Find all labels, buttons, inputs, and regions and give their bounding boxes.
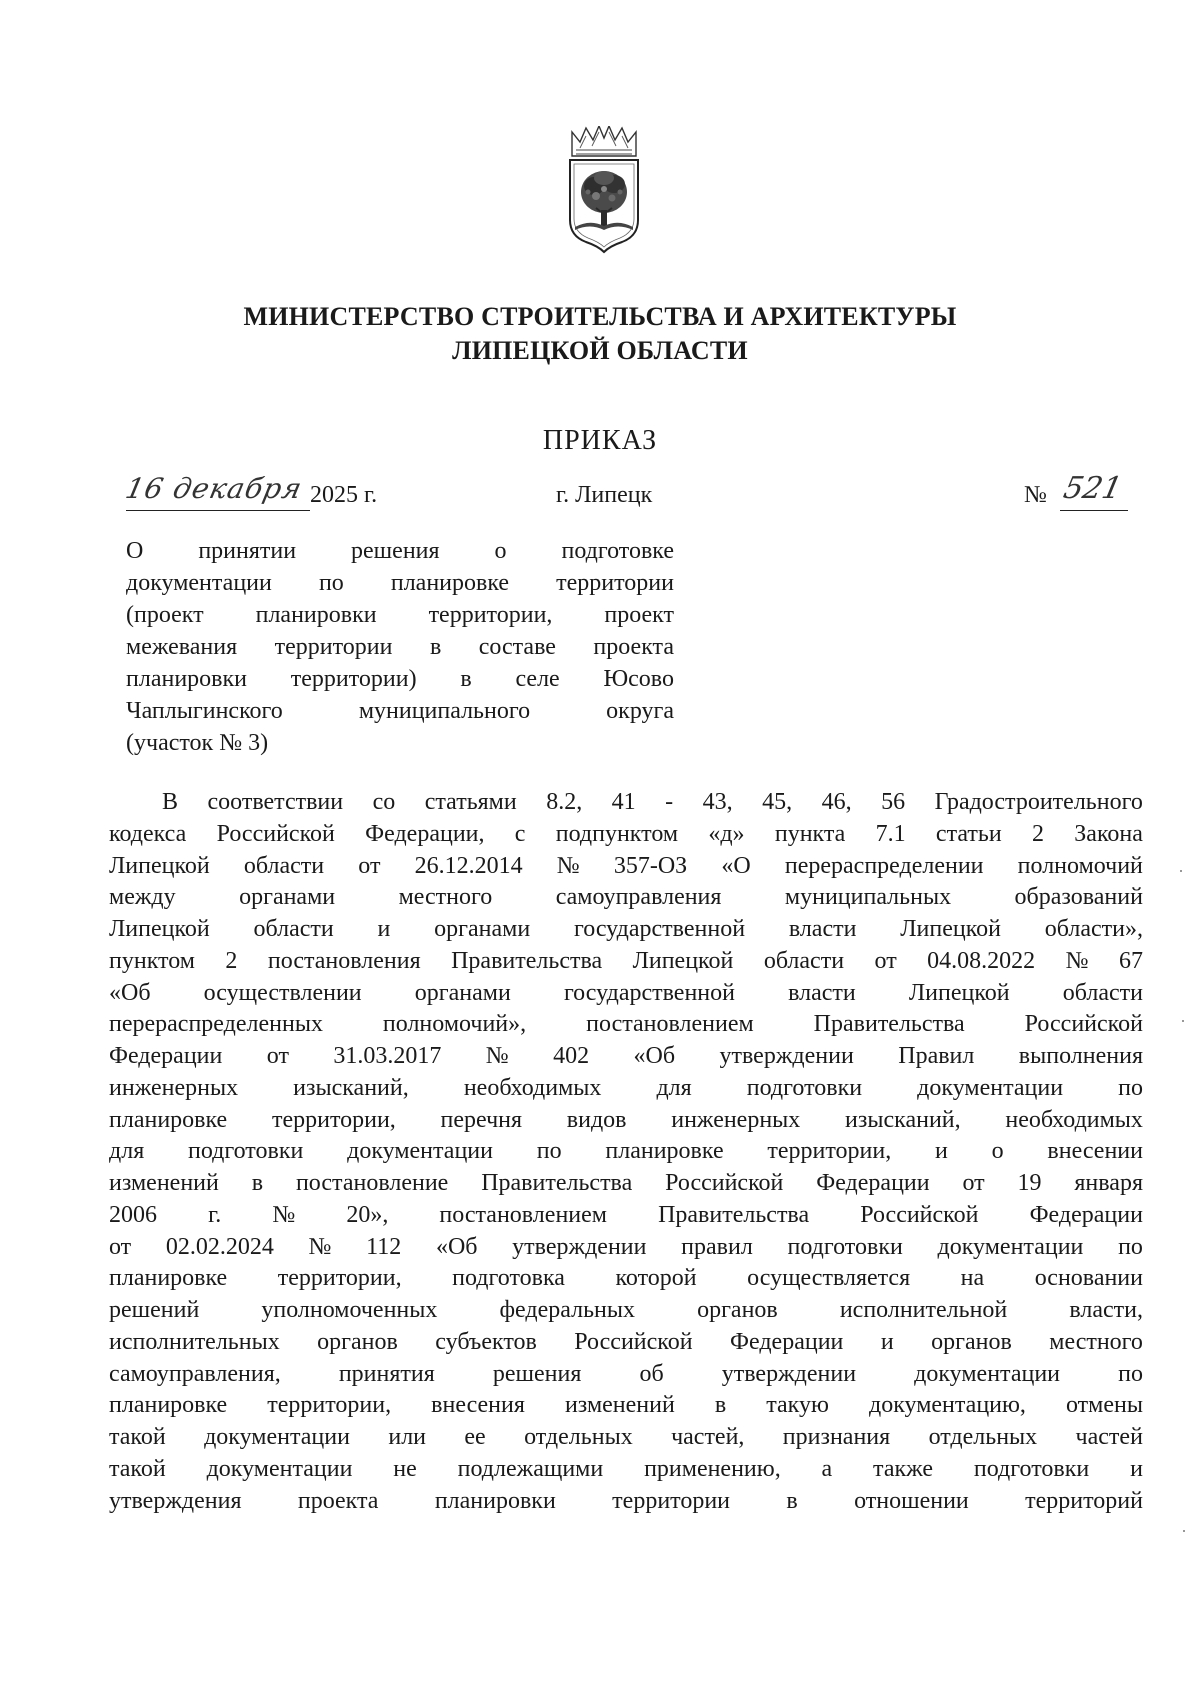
body-line bbox=[109, 1422, 1143, 1454]
body-word: об bbox=[639, 1360, 664, 1387]
body-word: планировке bbox=[109, 1265, 228, 1292]
subject-word: территории) bbox=[290, 666, 417, 692]
date-underline bbox=[126, 510, 310, 511]
subject-word: подготовке bbox=[561, 538, 674, 564]
body-word: в bbox=[714, 1392, 727, 1419]
body-word: осуществляется bbox=[747, 1265, 911, 1292]
body-word: и bbox=[880, 1328, 894, 1355]
body-word: между bbox=[109, 884, 176, 911]
body-word: пунктом bbox=[109, 947, 195, 974]
body-word: перечня bbox=[440, 1106, 523, 1133]
body-word: подлежащими bbox=[457, 1455, 604, 1482]
body-word: утверждении bbox=[512, 1233, 647, 1260]
body-word: планировке bbox=[605, 1138, 724, 1165]
subject-word: территории bbox=[556, 570, 674, 596]
order-subject bbox=[126, 535, 674, 759]
body-word: документации bbox=[204, 1424, 350, 1450]
body-line bbox=[109, 1009, 1143, 1041]
subject-word: документации bbox=[126, 570, 272, 596]
body-word: области bbox=[243, 852, 325, 879]
body-word: местного bbox=[398, 884, 493, 911]
body-word: по bbox=[1118, 1074, 1143, 1101]
body-word: полномочий bbox=[1017, 852, 1143, 879]
body-word: территории, bbox=[271, 1106, 396, 1133]
body-word: и bbox=[935, 1138, 948, 1165]
handwritten-number: 521 bbox=[1060, 471, 1126, 506]
ministry-title-line-2: ЛИПЕЦКОЙ ОБЛАСТИ bbox=[452, 336, 748, 365]
subject-line bbox=[126, 535, 674, 567]
body-word: постановление bbox=[295, 1170, 449, 1196]
subject-word: планировки bbox=[255, 602, 377, 628]
body-word: территории bbox=[612, 1487, 731, 1514]
body-word: власти, bbox=[1069, 1297, 1143, 1323]
body-word: 04.08.2022 bbox=[927, 947, 1036, 974]
scan-speck bbox=[1183, 1530, 1185, 1532]
body-word: для bbox=[109, 1138, 145, 1165]
body-word: Федерации bbox=[730, 1328, 844, 1355]
body-word: документации bbox=[917, 1074, 1064, 1101]
body-word: от bbox=[358, 852, 381, 879]
subject-word: округа bbox=[606, 698, 674, 724]
body-word: Закона bbox=[1074, 820, 1143, 847]
body-word: отмены bbox=[1065, 1392, 1143, 1419]
body-word: подготовки bbox=[746, 1074, 863, 1101]
subject-line bbox=[126, 695, 674, 727]
body-word: 20», bbox=[346, 1201, 389, 1228]
body-word: федеральных bbox=[499, 1297, 635, 1323]
body-word: 02.02.2024 bbox=[165, 1233, 274, 1260]
body-word: 56 bbox=[881, 789, 906, 815]
body-word: Правил bbox=[898, 1043, 975, 1069]
body-word: решения bbox=[492, 1360, 582, 1387]
body-word: В bbox=[162, 789, 179, 815]
subject-word: территории, bbox=[428, 602, 553, 628]
body-line bbox=[109, 914, 1143, 946]
body-word: видов bbox=[566, 1106, 627, 1133]
body-word: 46, bbox=[821, 789, 852, 815]
body-word: Российской bbox=[1024, 1011, 1143, 1038]
body-word: подготовки bbox=[188, 1138, 304, 1165]
order-number bbox=[1024, 471, 1134, 514]
body-word: статьями bbox=[424, 789, 517, 815]
body-line bbox=[109, 851, 1143, 883]
body-word: 2006 bbox=[109, 1201, 157, 1228]
handwritten-date: 16 декабря bbox=[122, 472, 306, 505]
order-date bbox=[122, 472, 396, 514]
body-word: на bbox=[960, 1265, 985, 1292]
body-word: подготовки bbox=[787, 1233, 903, 1260]
body-word: Федерации bbox=[109, 1043, 223, 1069]
body-word: применению, bbox=[644, 1455, 781, 1482]
body-word: власти bbox=[788, 916, 857, 942]
body-word: отдельных bbox=[928, 1424, 1038, 1450]
body-word: местного bbox=[1049, 1328, 1143, 1355]
body-word: № bbox=[272, 1201, 296, 1228]
subject-word: (проект bbox=[126, 602, 204, 628]
body-word: инженерных bbox=[109, 1074, 239, 1101]
body-word: или bbox=[388, 1424, 427, 1450]
body-word: правил bbox=[681, 1233, 753, 1260]
body-word: 67 bbox=[1119, 947, 1143, 974]
body-word: исполнительных bbox=[109, 1328, 280, 1355]
subject-word: муниципального bbox=[358, 698, 531, 724]
body-word: Правительства bbox=[481, 1170, 633, 1196]
body-word: принятия bbox=[338, 1360, 435, 1387]
number-sign: № bbox=[1024, 482, 1047, 508]
body-word: территории, bbox=[767, 1138, 892, 1165]
body-word: 31.03.2017 bbox=[333, 1043, 442, 1069]
body-word: органов bbox=[697, 1297, 778, 1323]
subject-word: планировки bbox=[126, 666, 247, 692]
body-word: утверждении bbox=[721, 1360, 857, 1387]
body-word: основании bbox=[1034, 1265, 1143, 1292]
body-word: со bbox=[372, 789, 396, 815]
body-word: постановлением bbox=[439, 1201, 607, 1228]
subject-word: по bbox=[318, 570, 344, 596]
body-word: планировки bbox=[434, 1487, 556, 1514]
order-body bbox=[109, 787, 1143, 1517]
body-word: и bbox=[377, 916, 391, 942]
body-word: 26.12.2014 bbox=[414, 852, 523, 879]
body-word: по bbox=[536, 1138, 562, 1165]
body-word: выполнения bbox=[1018, 1043, 1143, 1069]
body-word: и bbox=[1130, 1455, 1143, 1482]
body-word: 19 bbox=[1017, 1170, 1042, 1196]
body-word: документацию, bbox=[868, 1392, 1026, 1419]
body-word: в bbox=[251, 1170, 264, 1196]
body-word: Правительства bbox=[658, 1201, 810, 1228]
body-word: от bbox=[874, 947, 897, 974]
body-word: изменений bbox=[109, 1170, 219, 1196]
body-word: а bbox=[821, 1455, 833, 1482]
body-line bbox=[109, 1041, 1143, 1073]
body-word: Российской bbox=[574, 1328, 693, 1355]
body-word: по bbox=[1118, 1233, 1143, 1260]
body-word: № bbox=[1065, 947, 1089, 974]
body-word: органами bbox=[414, 979, 511, 1006]
body-word: утверждении bbox=[719, 1043, 854, 1069]
body-word: статьи bbox=[935, 820, 1002, 847]
body-word: «Об bbox=[435, 1233, 478, 1260]
body-line bbox=[109, 1359, 1143, 1391]
body-word: 2 bbox=[225, 947, 238, 974]
body-word: проекта bbox=[297, 1487, 379, 1514]
body-word: документации bbox=[347, 1138, 493, 1165]
body-word: 7.1 bbox=[875, 820, 906, 847]
body-line bbox=[109, 1295, 1143, 1327]
body-word: 2 bbox=[1031, 820, 1044, 847]
body-word: постановлением bbox=[586, 1011, 754, 1038]
body-word: инженерных bbox=[671, 1106, 801, 1133]
body-word: постановления bbox=[267, 947, 421, 974]
scan-speck bbox=[1182, 1020, 1184, 1022]
subject-line bbox=[126, 727, 674, 759]
body-word: внесения bbox=[431, 1392, 525, 1419]
body-word: по bbox=[1118, 1360, 1143, 1387]
body-word: пункта bbox=[774, 820, 846, 847]
body-word: от bbox=[266, 1043, 289, 1069]
body-word: такой bbox=[109, 1455, 166, 1482]
body-word: уполномоченных bbox=[261, 1297, 438, 1323]
date-year: 2025 г. bbox=[310, 482, 378, 508]
body-word: необходимых bbox=[463, 1074, 602, 1101]
body-line bbox=[109, 1168, 1143, 1200]
subject-line bbox=[126, 631, 674, 663]
body-word: частей bbox=[1075, 1424, 1143, 1450]
body-word: 357-ОЗ bbox=[613, 852, 688, 879]
body-word: области bbox=[253, 916, 334, 942]
body-word: осуществлении bbox=[203, 979, 362, 1006]
body-line bbox=[109, 978, 1143, 1010]
body-word: такую bbox=[766, 1392, 829, 1419]
body-word: также bbox=[873, 1455, 934, 1482]
body-word: о bbox=[991, 1138, 1004, 1165]
body-word: Российской bbox=[860, 1201, 979, 1228]
number-underline bbox=[1060, 510, 1128, 511]
body-word: подготовки bbox=[973, 1455, 1090, 1482]
subject-word: территории bbox=[274, 634, 393, 660]
body-word: от bbox=[109, 1233, 132, 1260]
body-word: соответствии bbox=[207, 789, 344, 815]
body-word: января bbox=[1074, 1170, 1143, 1196]
scan-speck bbox=[1180, 870, 1182, 872]
subject-word: Юсово bbox=[603, 666, 674, 692]
body-word: от bbox=[962, 1170, 985, 1196]
subject-word: проект bbox=[604, 602, 674, 628]
body-word: отношении bbox=[854, 1487, 969, 1514]
body-line bbox=[109, 1105, 1143, 1137]
body-word: перераспределенных bbox=[109, 1011, 323, 1038]
body-word: Липецкой bbox=[900, 916, 1001, 942]
body-word: Липецкой bbox=[632, 947, 734, 974]
subject-word: межевания bbox=[126, 634, 238, 660]
body-word: перераспределении bbox=[784, 852, 984, 879]
body-word: изысканий, bbox=[293, 1074, 409, 1101]
subject-line bbox=[126, 663, 674, 695]
body-word: территории, bbox=[277, 1265, 402, 1292]
body-word: органов bbox=[931, 1328, 1012, 1355]
subject-word: селе bbox=[515, 666, 560, 692]
body-word: № bbox=[308, 1233, 332, 1260]
subject-word: проекта bbox=[593, 634, 674, 660]
body-word: Правительства bbox=[813, 1011, 965, 1038]
body-word: полномочий», bbox=[382, 1011, 527, 1038]
body-word: области», bbox=[1044, 916, 1143, 942]
ministry-title-line-1: МИНИСТЕРСТВО СТРОИТЕЛЬСТВА И АРХИТЕКТУРЫ bbox=[243, 302, 957, 331]
body-word: Правительства bbox=[451, 947, 603, 974]
subject-line bbox=[126, 567, 674, 599]
body-word: в bbox=[786, 1487, 798, 1514]
body-word: планировке bbox=[109, 1106, 228, 1133]
body-word: субъектов bbox=[435, 1328, 537, 1355]
body-word: образований bbox=[1014, 884, 1143, 911]
body-word: области bbox=[763, 947, 845, 974]
subject-word: О bbox=[126, 538, 144, 564]
subject-line bbox=[126, 599, 674, 631]
document-type: ПРИКАЗ bbox=[542, 425, 658, 456]
body-line bbox=[109, 1390, 1143, 1422]
body-word: внесении bbox=[1047, 1138, 1143, 1165]
subject-word: составе bbox=[478, 634, 556, 660]
body-line bbox=[109, 819, 1143, 851]
body-word: частей, bbox=[671, 1424, 745, 1450]
body-word: изысканий, bbox=[845, 1106, 961, 1133]
body-word: 402 bbox=[553, 1043, 590, 1069]
body-line bbox=[109, 1136, 1143, 1168]
subject-word: принятии bbox=[198, 538, 297, 564]
body-line bbox=[109, 1486, 1143, 1518]
body-line bbox=[109, 946, 1143, 978]
body-line bbox=[109, 1263, 1143, 1295]
subject-word: Чаплыгинского bbox=[126, 698, 283, 724]
body-word: Федерации bbox=[1029, 1201, 1143, 1228]
body-word: отдельных bbox=[524, 1424, 633, 1450]
body-word: органов bbox=[317, 1328, 398, 1355]
body-word: органами bbox=[434, 916, 531, 942]
body-word: Российской bbox=[665, 1170, 784, 1196]
subject-word: в bbox=[429, 634, 442, 660]
body-word: ее bbox=[464, 1424, 486, 1450]
body-word: такой bbox=[109, 1424, 166, 1450]
subject-word: (участок № 3) bbox=[126, 730, 269, 756]
body-word: государственной bbox=[573, 916, 746, 942]
body-word: Липецкой bbox=[109, 916, 210, 942]
body-word: области bbox=[1062, 979, 1143, 1006]
lipetsk-coat-of-arms-icon bbox=[566, 126, 642, 254]
body-line bbox=[109, 882, 1143, 914]
body-word: утверждения bbox=[109, 1487, 242, 1514]
body-word: территорий bbox=[1025, 1487, 1143, 1514]
body-word: 41 bbox=[611, 789, 636, 815]
subject-word: планировке bbox=[390, 570, 510, 596]
body-word: г. bbox=[208, 1201, 222, 1228]
body-word: Градостроительного bbox=[934, 789, 1143, 815]
body-word: «О bbox=[721, 852, 751, 879]
body-word: № bbox=[485, 1043, 509, 1069]
body-word: территории, bbox=[267, 1392, 392, 1419]
body-line bbox=[109, 1454, 1143, 1486]
ministry-title bbox=[150, 300, 1050, 368]
body-word: Российской bbox=[216, 820, 335, 847]
body-word: Федерации bbox=[816, 1170, 930, 1196]
body-word: планировке bbox=[109, 1392, 228, 1419]
body-word: решений bbox=[109, 1297, 200, 1323]
body-word: Липецкой bbox=[109, 852, 210, 879]
body-word: 45, bbox=[762, 789, 793, 815]
body-word: кодекса bbox=[109, 820, 187, 847]
body-word: власти bbox=[788, 979, 856, 1006]
body-word: подпунктом bbox=[555, 820, 679, 847]
body-word: признания bbox=[782, 1424, 891, 1450]
body-word: - bbox=[665, 789, 674, 815]
body-word: документации bbox=[914, 1360, 1061, 1387]
body-line bbox=[109, 1232, 1143, 1264]
body-word: которой bbox=[615, 1265, 697, 1292]
body-word: Липецкой bbox=[908, 979, 1010, 1006]
body-word: № bbox=[556, 852, 580, 879]
body-word: «Об bbox=[633, 1043, 676, 1069]
body-line bbox=[109, 1327, 1143, 1359]
body-word: с bbox=[514, 820, 526, 847]
body-word: 8.2, bbox=[546, 789, 583, 815]
body-line bbox=[109, 1073, 1143, 1105]
body-word: не bbox=[393, 1455, 417, 1482]
body-word: муниципальных bbox=[784, 884, 952, 911]
subject-word: решения bbox=[351, 538, 440, 564]
body-word: документации bbox=[937, 1233, 1084, 1260]
body-word: 43, bbox=[702, 789, 733, 815]
order-city: г. Липецк bbox=[556, 482, 653, 508]
body-word: «д» bbox=[708, 820, 745, 847]
body-line bbox=[109, 787, 1143, 819]
body-word: самоуправления, bbox=[109, 1360, 281, 1387]
body-word: Федерации, bbox=[365, 820, 485, 847]
body-word: подготовка bbox=[452, 1265, 565, 1292]
body-word: государственной bbox=[563, 979, 735, 1006]
subject-word: в bbox=[460, 666, 472, 692]
subject-word: о bbox=[494, 538, 507, 564]
body-word: изменений bbox=[564, 1392, 675, 1419]
body-word: органами bbox=[239, 884, 336, 911]
body-word: самоуправления bbox=[555, 884, 722, 911]
body-word: для bbox=[656, 1074, 692, 1101]
body-word: документации bbox=[206, 1455, 353, 1482]
body-word: исполнительной bbox=[839, 1297, 1008, 1323]
body-word: необходимых bbox=[1005, 1106, 1143, 1133]
body-word: «Об bbox=[109, 979, 151, 1006]
body-line bbox=[109, 1200, 1143, 1232]
body-word: 112 bbox=[366, 1233, 402, 1260]
